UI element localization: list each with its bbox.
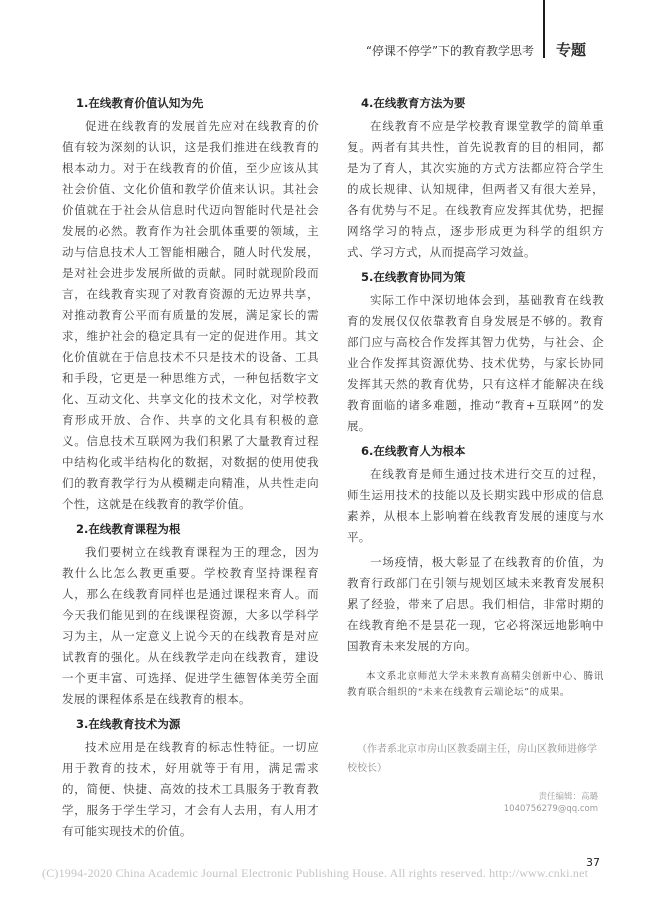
left-column xyxy=(62,93,319,846)
section-heading: 4.在线教育方法为要 xyxy=(361,96,466,110)
author-note: （作者系北京市房山区教委副主任，房山区教师进修学校校长） xyxy=(347,744,597,774)
section-heading: 5.在线教育协同为策 xyxy=(361,270,466,284)
editor-email: 1040756279@qq.com xyxy=(503,804,598,814)
page-number: 37 xyxy=(586,856,600,869)
body-paragraph: 在线教育不应是学校教育课堂教学的简单重复。两者有其共性，首先说教育的目的相同，都是为了育人，其次实施的方式方法都应符合学生的成长规律、认知规律，但两者又有很大差异，各有优势与不足。在线教育应发挥其优势，把握网络学习的特点，逐步形成更为科学的组织方式、学习方式，从而提高学习效益。 xyxy=(347,119,604,259)
copyright-footer: (C)1994-2020 China Academic Journal Electronic Publishing House. All rights reserved. http://www.cnki.net xyxy=(42,866,589,880)
body-paragraph: 我们要树立在线教育课程为王的理念，因为教什么比怎么教更重要。学校教育坚持课程育人，那么在线教育同样也是通过课程来育人。而今天我们能见到的在线课程资源，大多以学科学习为主，从一定意义上说今天的在线教育是对应试教育的强化。从在线教学走向在线教育，建设一个更丰富、可选择、促进学生德智体美劳全面发展的课程体系是在线教育的根本。 xyxy=(62,545,319,706)
section-heading: 2.在线教育课程为根 xyxy=(76,522,181,536)
section-heading: 6.在线教育人为根本 xyxy=(361,444,466,458)
body-paragraph: 促进在线教育的发展首先应对在线教育的价值有较为深刻的认识，这是我们推进在线教育的根本动力。对于在线教育的价值，至少应该从其社会价值、文化价值和教学价值来认识。其社会价值就在于社会从信息时代迈向智能时代是社会发展的必然。教育作为社会肌体重要的领域，主动与信息技术人工智能相融合，随人时代发展，是对社会进步发展所做的贡献。同时就现阶段而言，在线教育实现了对教育资源的无边界共享，对推动教育公平而有质量的发展，满足家长的需求，维护社会的稳定具有一定的促进作用。其文化价值就在于信息技术不只是技术的设备、工具和手段，它更是一种思维方式，一种包括数字文化、互动文化、共享文化的技术文化，对学校教育形成开放、合作、共享的文化具有积极的意义。信息技术互联网为我们积累了大量教育过程中结构化或半结构化的数据，对数据的使用使我们的教育教学行为从模糊走向精准，从共性走向个性，这就是在线教育的教学价值。 xyxy=(62,119,319,511)
body-paragraph: 在线教育是师生通过技术进行交互的过程，师生运用技术的技能以及长期实践中形成的信息素养，从根本上影响着在线教育发展的速度与水平。 xyxy=(347,467,604,544)
right-column xyxy=(347,93,604,701)
funding-note: 本文系北京师范大学未来教育高精尖创新中心、腾讯教育联合组织的“未来在线教育云端论坛”的成果。 xyxy=(347,671,604,698)
editor-credit xyxy=(504,791,598,815)
running-title: “停课不停学”下的教育教学思考 xyxy=(365,44,534,58)
body-paragraph: 一场疫情，极大彰显了在线教育的价值，为教育行政部门在引领与规划区域未来教育发展积累了经验，带来了启思。我们相信，非常时期的在线教育绝不是昙花一现，它必将深远地影响中国教育未来发展的方向。 xyxy=(347,555,604,653)
section-heading: 1.在线教育价值认知为先 xyxy=(76,96,204,110)
section-label: 专题 xyxy=(556,41,587,59)
body-paragraph: 技术应用是在线教育的标志性特征。一切应用于教育的技术，好用就等于有用，满足需求的，简便、快捷、高效的技术工具服务于教育教学，服务于学生学习，才会有人去用，有人用才有可能实现技术的价值。 xyxy=(62,740,319,838)
body-paragraph: 实际工作中深切地体会到，基础教育在线教育的发展仅仅依靠教育自身发展是不够的。教育部门应与高校合作发挥其智力优势，与社会、企业合作发挥其资源优势、技术优势，与家长协同发挥其天然的教育优势，只有这样才能解决在线教育面临的诸多难题，推动“教育+互联网”的发展。 xyxy=(347,293,604,433)
editor-label: 责任编辑：高璐 xyxy=(538,792,598,802)
section-heading: 3.在线教育技术为源 xyxy=(76,717,181,731)
header-divider-line xyxy=(543,0,545,58)
